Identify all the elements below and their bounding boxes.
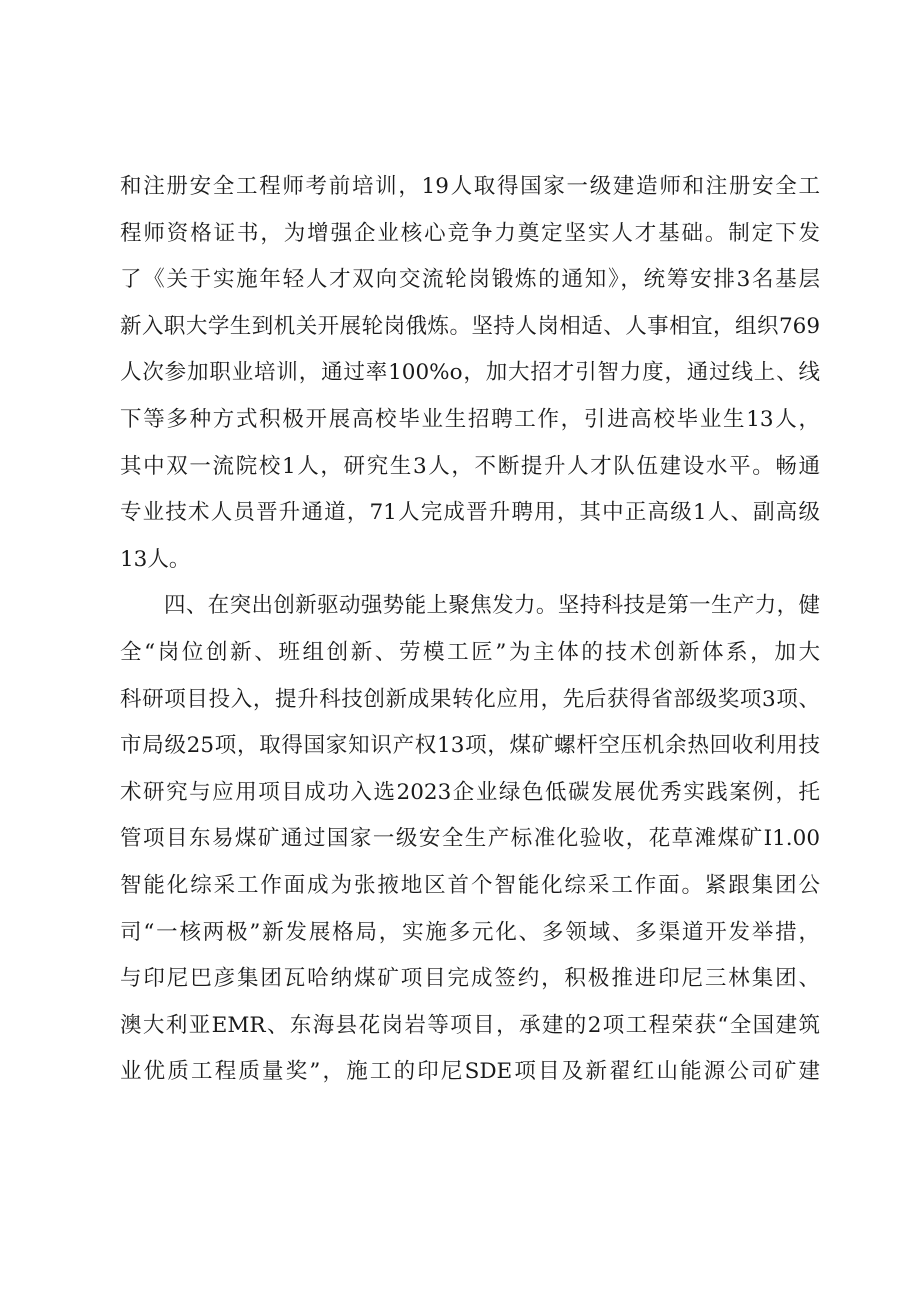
- section-heading: 四、在突出创新驱动强势能上聚焦发力。: [164, 593, 558, 619]
- paragraph-1-line: 新入职大学生到机关开展轮岗俄炼。坚持人岗相适、人事相宜，组织769: [120, 313, 820, 339]
- body-text: [120, 164, 820, 1096]
- paragraph-2-first-line: [120, 583, 820, 630]
- paragraph-2-first-line-text: 坚持科技是第一生产力，健: [557, 593, 820, 619]
- paragraph-1-line: 和注册安全工程师考前培训，19人取得国家一级建造师和注册安全工: [120, 174, 820, 199]
- paragraph-2-line: 澳大利亚EMR、东海县花岗岩等项目，承建的2项工程荣获“全国建筑: [120, 1012, 820, 1038]
- paragraph-2-line: 科研项目投入，提升科技创新成果转化应用，先后获得省部级奖项3项、: [120, 686, 820, 712]
- paragraph-1-line: 程师资格证书，为增强企业核心竞争力奠定坚实人才基础。制定下发: [120, 220, 820, 246]
- paragraph-2-line: 智能化综采工作面成为张掖地区首个智能化综采工作面。紧跟集团公: [120, 872, 820, 898]
- paragraph-2-line: 市局级25项，取得国家知识产权13项，煤矿螺杆空压机余热回收利用技: [120, 733, 820, 759]
- paragraph-2-line: 全“岗位创新、班组创新、劳模工匠”为主体的技术创新体系，加大: [120, 639, 820, 665]
- paragraph-2-line: 与印尼巴彦集团瓦哈纳煤矿项目完成签约，积极推进印尼三林集团、: [120, 966, 820, 992]
- paragraph-1-line: 人次参加职业培训，通过率100%o，加大招才引智力度，通过线上、线: [120, 360, 820, 386]
- paragraph-1-line: 其中双一流院校1人，研究生3人，不断提升人才队伍建设水平。畅通: [120, 453, 820, 479]
- paragraph-2-line: 术研究与应用项目成功入选2023企业绿色低碳发展优秀实践案例，托: [120, 779, 820, 805]
- paragraph-2-line: 业优质工程质量奖”，施工的印尼SDE项目及新翟红山能源公司矿建: [120, 1059, 820, 1085]
- paragraph-1-line: 专业技术人员晋升通道，71人完成晋升聘用，其中正高级1人、副高级: [120, 500, 820, 526]
- paragraph-1-line: 下等多种方式积极开展高校毕业生招聘工作，引进高校毕业生13人，: [120, 406, 820, 432]
- paragraph-1-line: 13人。: [120, 546, 191, 572]
- paragraph-1-line: 了《关于实施年轻人才双向交流轮岗锻炼的通知》，统筹安排3名基层: [120, 267, 820, 293]
- paragraph-2-line: 司“一核两极”新发展格局，实施多元化、多领域、多渠道开发举措，: [120, 919, 820, 945]
- paragraph-2-line: 管项目东易煤矿通过国家一级安全生产标准化验收，花草滩煤矿I1.00: [120, 826, 820, 852]
